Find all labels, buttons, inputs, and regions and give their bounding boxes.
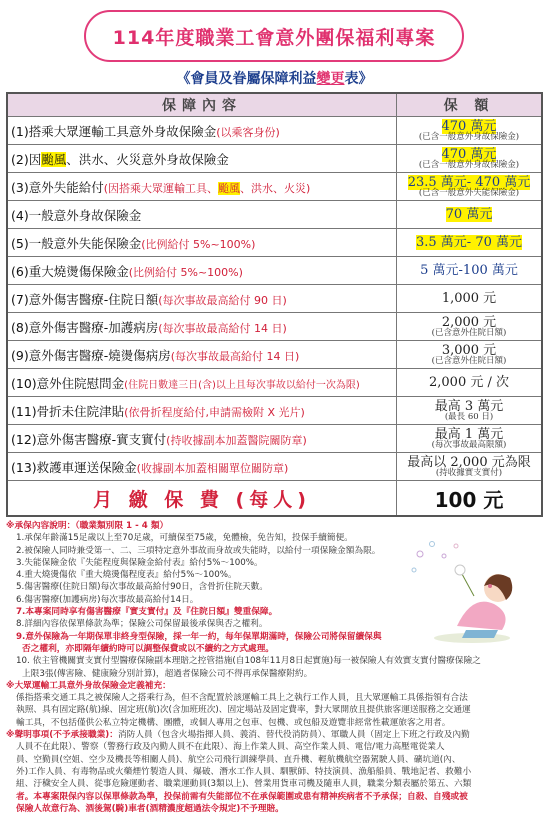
note-line: 10. 依主管機關實支實付型醫療保險副本理賠之控管措施(自108年11月8日起實施)每一被保險人有效實支實付醫療保險之	[16, 656, 481, 667]
note-line-red: 否之權利，亦即隔年續約時可以調整保費或以不續約之方式處理。	[22, 643, 274, 654]
row-note: (住院日數達三日(含)以上且每次事故以給付一次為限)	[124, 379, 360, 391]
table-row	[7, 453, 542, 481]
row-sub: (已含一般意外失能保險金)	[418, 188, 520, 199]
subtitle-highlight: 變更	[316, 71, 345, 87]
row-note: (以乘客身份)	[216, 125, 280, 139]
table-row	[7, 369, 542, 397]
note-line: 1.承保年齡滿15足歲以上至70足歲，可續保至75歲，免體檢，免告知，投保手續簡便。	[16, 533, 353, 544]
notes-heading: ※聲明事項(不予承接職業)：	[6, 730, 118, 741]
row-note: (比例給付 5%~100%)	[141, 237, 256, 251]
row-amount: 2,000 元	[441, 314, 497, 330]
subtitle-suffix: 表》	[344, 71, 373, 87]
note-line: 上限3張(傳害險、健康險分別計算)，超過者保險公司不得再承保醫療附約。	[22, 668, 313, 679]
row-note: (每次事故最高給付 14 日)	[170, 349, 300, 363]
row-item: (5)一般意外失能保險金	[11, 235, 142, 251]
row-amount: 2,000 元 / 次	[429, 375, 509, 391]
row-item: (12)意外傷害醫療-實支實付	[11, 431, 167, 447]
note-line-red: 者。本專案限保內容以保單條款為準，投保前需有失能部位不在承保範圍或患有精神疾病者不予承保；自殺、自殘或被	[16, 791, 468, 802]
row-note: (每次事故最高給付 90 日)	[158, 293, 287, 307]
row-item: (2)因	[11, 151, 42, 167]
note-line-red: 7.本專案同時享有傷害醫療『實支實付』及『住院日額』雙重保障。	[16, 607, 278, 618]
note-line: 3.失能保險金依『失能程度與保險金給付表』給付5%～100%。	[16, 557, 263, 568]
note-line: 消防人員（包含火場指揮人員、義消、替代役消防員）、軍職人員（固定上下班之行政及內勤	[117, 730, 470, 741]
row-item: 、洪水、火災意外身故保險金	[66, 151, 229, 167]
row-item: (3)意外失能給付	[11, 179, 104, 195]
note-line: 6.傷害醫療(加護病房)每次事故最高給付14日。	[16, 594, 199, 605]
row-sub: (已含一般意外身故保險金)	[418, 132, 520, 143]
row-note: (持收據副本加蓋醫院關防章)	[166, 433, 307, 447]
notes-heading: ※大眾運輸工具意外身故保險金定義補充：	[6, 680, 171, 691]
row-item: (4)一般意外身故保險金	[11, 207, 142, 223]
premium-row	[7, 481, 542, 517]
table-row	[7, 425, 542, 453]
row-amount: 5 萬元-100 萬元	[420, 263, 518, 279]
row-item: (8)意外傷害醫療-加護病房	[11, 319, 159, 335]
table-row	[7, 173, 542, 201]
row-sub: (已含意外住院日額)	[431, 328, 507, 339]
row-item: (6)重大燒燙傷保險金	[11, 263, 129, 279]
table-row	[7, 229, 542, 257]
row-note: (因搭乘大眾運輸工具、	[103, 181, 219, 195]
row-note: (依骨折程度給付,申請需檢附 X 光片)	[124, 405, 305, 419]
row-note: (比例給付 5%~100%)	[128, 265, 243, 279]
table-row	[7, 397, 542, 425]
note-line: 5.傷害醫療(住院日額)每次事故最高給付90日，含骨折住院天數。	[16, 582, 268, 593]
row-sub: (已含意外住院日額)	[431, 356, 507, 367]
row-amount: 最高以 2,000 元為限	[407, 454, 531, 470]
page-title: 114年度職業工會意外團保福利專案	[112, 26, 436, 49]
row-amount: 23.5 萬元- 470 萬元	[407, 174, 531, 190]
table-row	[7, 313, 542, 341]
row-item: (11)骨折未住院津貼	[11, 403, 125, 419]
note-line: 執照、具有固定路(航)線、固定班(航)次(含加班班次)、固定場站及固定費率，對大眾開放且提供旅客運送服務之交通運	[16, 705, 471, 716]
row-item: (7)意外傷害醫療-住院日額	[11, 291, 159, 307]
row-sub: (每次事故最高限額)	[431, 440, 507, 451]
notes-section	[6, 520, 543, 815]
row-amount: 470 萬元	[441, 118, 497, 134]
row-amount: 3.5 萬元- 70 萬元	[415, 235, 522, 251]
table-row	[7, 145, 542, 173]
note-line: 組、汙穢安全人員、從事危險運動者、職業運動員(3類以上)、營業用貨車司機及隨車人員，職業分類表屬於第五、六類	[16, 779, 472, 790]
table-row	[7, 257, 542, 285]
row-amount: 最高 1 萬元	[434, 426, 504, 442]
row-amount: 70 萬元	[445, 207, 493, 223]
premium-label: 月 繳 保 費 (每人)	[7, 481, 397, 517]
title-box	[84, 10, 464, 62]
note-line: 外)工作人員、有毒物品或火藥煙竹製造人員、爆破、潛水工作人員、馴獸師、特技演員、漁船船員、戰地記者、救難小	[16, 766, 472, 777]
subtitle-prefix: 《會員及眷屬保障利益	[176, 71, 317, 87]
benefit-table	[6, 92, 543, 517]
row-amount: 470 萬元	[441, 146, 497, 162]
row-item-highlight: 颱風	[41, 151, 67, 167]
subtitle	[0, 68, 549, 88]
header-item: 保障內容	[7, 93, 397, 117]
header-amount: 保 額	[397, 93, 543, 117]
table-row	[7, 201, 542, 229]
row-sub: (最長 60 日)	[444, 412, 494, 423]
note-line: 8.詳細內容依保單條款為準；保險公司保留最後承保與否之權利。	[16, 619, 268, 630]
note-line-red: 保險人故意行為、酒後駕(騎)車者(酒精濃度超過法令規定)不予理賠。	[16, 803, 284, 814]
row-item: (10)意外住院慰問金	[11, 375, 125, 391]
note-line: 輸工具，不包括僅供公私立特定機構、團體，或個人專用之包車、包機、或包船及遊覽非經常性載運旅客之用者。	[16, 717, 451, 728]
note-line: 4.重大燒燙傷依『重大燒燙傷程度表』給付5%～100%。	[16, 570, 237, 581]
row-item: (9)意外傷害醫療-燒燙傷病房	[11, 347, 171, 363]
row-note: 、洪水、火災)	[240, 181, 311, 195]
table-row	[7, 341, 542, 369]
table-row	[7, 117, 542, 145]
premium-value: 100 元	[397, 481, 543, 517]
table-row	[7, 285, 542, 313]
note-line-red: 9.意外保險為一年期保單非終身型保險，採一年一約，每年保單期滿時，保險公司將保留續保與	[16, 631, 382, 642]
row-item: (1)搭乘大眾運輸工具意外身故保險金	[11, 123, 217, 139]
note-line: 人員不在此限）、警察（警務行政及內勤人員不在此限）、海上作業人員、高空作業人員、電信/電力高壓電從業人	[16, 742, 445, 753]
row-note: (每次事故最高給付 14 日)	[158, 321, 287, 335]
row-sub: (持收據實支實付)	[435, 468, 503, 479]
row-amount: 最高 3 萬元	[434, 398, 504, 414]
row-note: (收據副本加蓋相關單位關防章)	[136, 461, 289, 475]
row-amount: 1,000 元	[441, 291, 497, 307]
row-item: (13)救護車運送保險金	[11, 459, 137, 475]
notes-heading: ※承保內容說明：（職業類別限 1 - 4 類）	[6, 521, 169, 531]
note-line: 2.被保險人同時兼受第一、二、三項特定意外事故而身故或失能時，以給付一項保險金額為限。	[16, 545, 381, 556]
row-note-highlight: 颱風	[218, 181, 241, 195]
row-sub: (已含一般意外身故保險金)	[418, 160, 520, 171]
row-amount: 3,000 元	[441, 342, 497, 358]
note-line: 係指搭乘交通工具之被保險人之搭乘行為，但不含配置於該運輸工具上之執行工作人員，且大眾運輸工具係指領有合法	[16, 693, 468, 704]
table-header-row	[7, 93, 542, 117]
note-line: 員、空勤員(空姐、空少及機長等相關人員)、航空公司飛行訓練學員、直升機、輕航機航空器駕駛人員、礦坑道(內、	[16, 754, 461, 765]
